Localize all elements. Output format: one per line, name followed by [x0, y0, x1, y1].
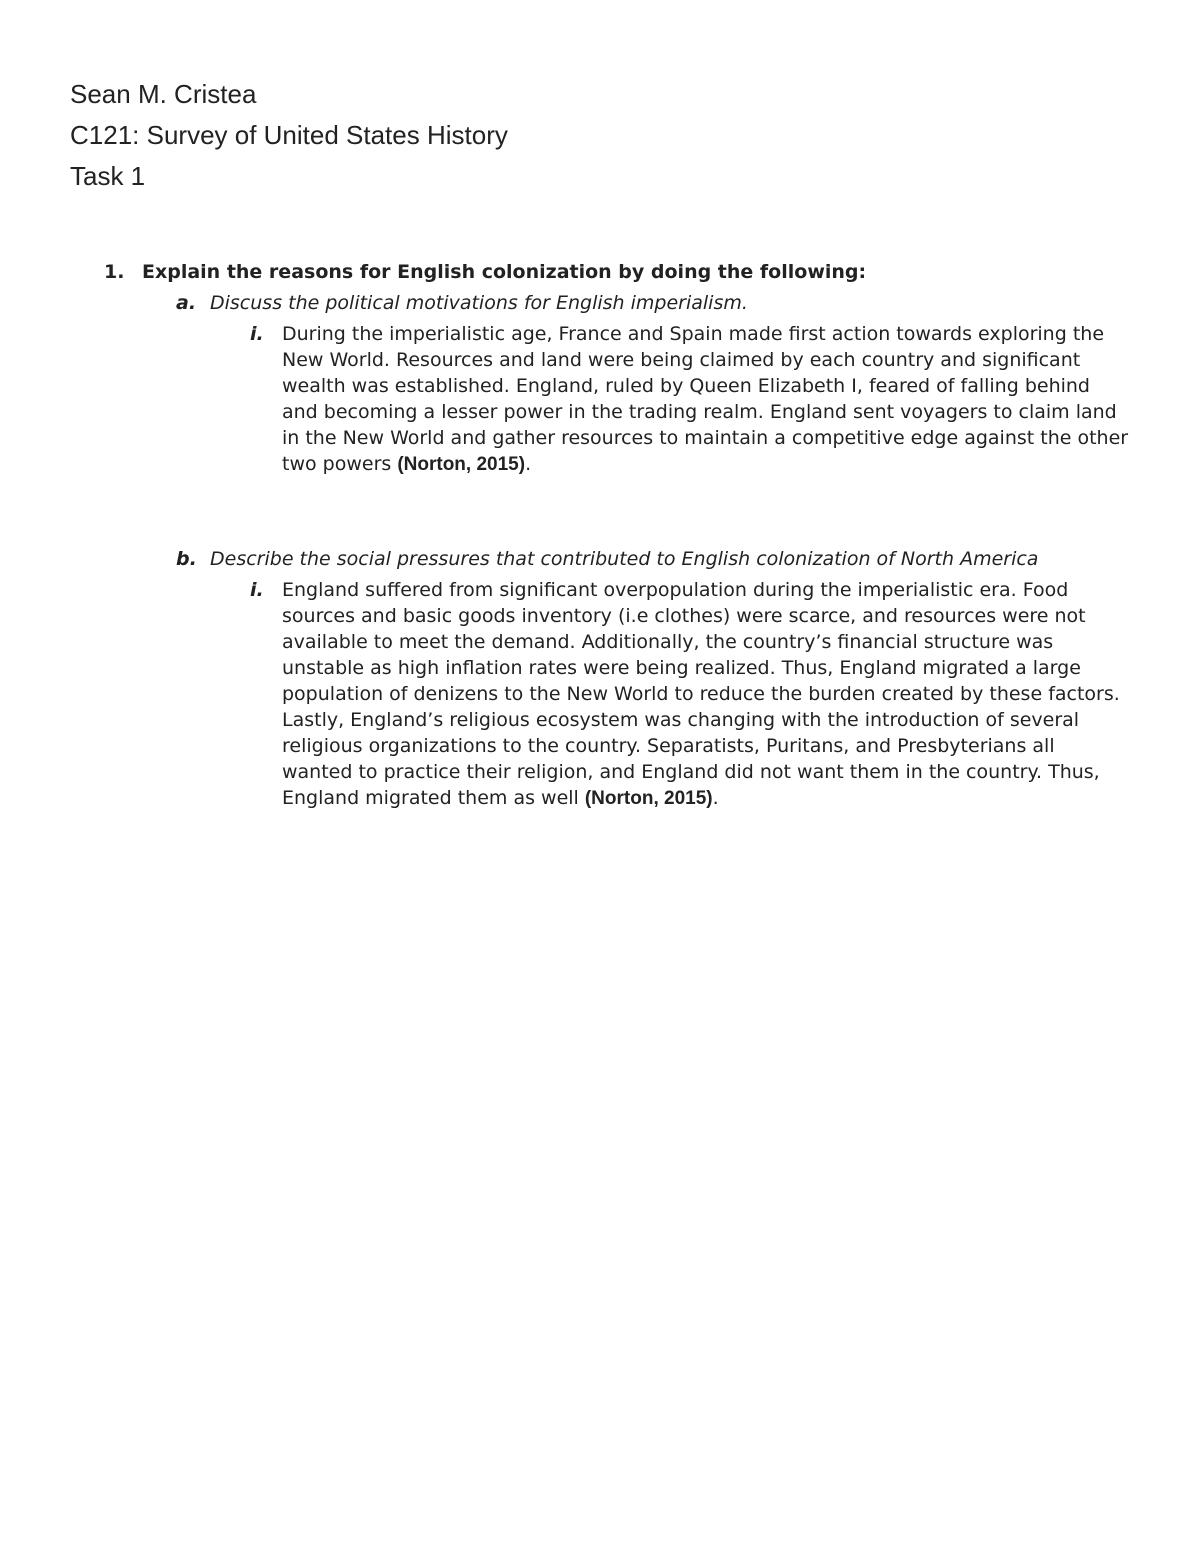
question-number: 1. — [104, 261, 125, 283]
part-b-answer — [250, 577, 1130, 812]
document-header — [70, 74, 508, 197]
author-name: Sean M. Cristea — [70, 79, 257, 109]
part-a-end: . — [525, 453, 532, 475]
part-b-prompt-text: Describe the social pressures that contributed to English colonization of North America — [210, 548, 1039, 570]
part-b-prompt — [176, 544, 1038, 574]
part-a-citation: (Norton, 2015) — [397, 454, 526, 475]
part-b-citation: (Norton, 2015) — [584, 788, 713, 809]
part-a-prompt-text: Discuss the political motivations for English imperialism. — [210, 292, 748, 314]
course-title: C121: Survey of United States History — [70, 120, 508, 150]
part-a-prompt — [176, 288, 748, 318]
part-a-answer — [250, 321, 1130, 478]
question-1 — [104, 257, 866, 287]
task-label: Task 1 — [70, 161, 146, 191]
part-b-letter: b. — [176, 548, 197, 570]
part-a-answer-text: During the imperialistic age, France and Spain made first action towards exploring the New World. Resources and land were being claimed by each country and significant wealth was established. England, ruled by Queen Elizabeth I, feared of falling behind and becoming a lesser power in the trading realm. England sent voyagers to claim land in the New World and gather resources to maintain a competitive edge against the other two powers — [282, 323, 1129, 475]
part-b-end: . — [712, 787, 719, 809]
part-b-answer-text: England suffered from significant overpopulation during the imperialistic era. Food sources and basic goods inventory (i.e clothes) were scarce, and resources were not available to meet the demand. Additionally, the country’s financial structure was unstable as high inflation rates were being realized. Thus, England migrated a large population of denizens to the New World to reduce the burden created by these factors. Lastly, England’s religious ecosystem was changing with the introduction of several religious organizations to the country. Separatists, Puritans, and Presbyterians all wanted to practice their religion, and England did not want them in the country. Thus, England migrated them as well — [282, 579, 1120, 809]
part-a-letter: a. — [176, 292, 197, 314]
part-b-numeral: i. — [250, 579, 264, 601]
part-a-numeral: i. — [250, 323, 264, 345]
question-text: Explain the reasons for English colonization by doing the following: — [142, 261, 867, 283]
